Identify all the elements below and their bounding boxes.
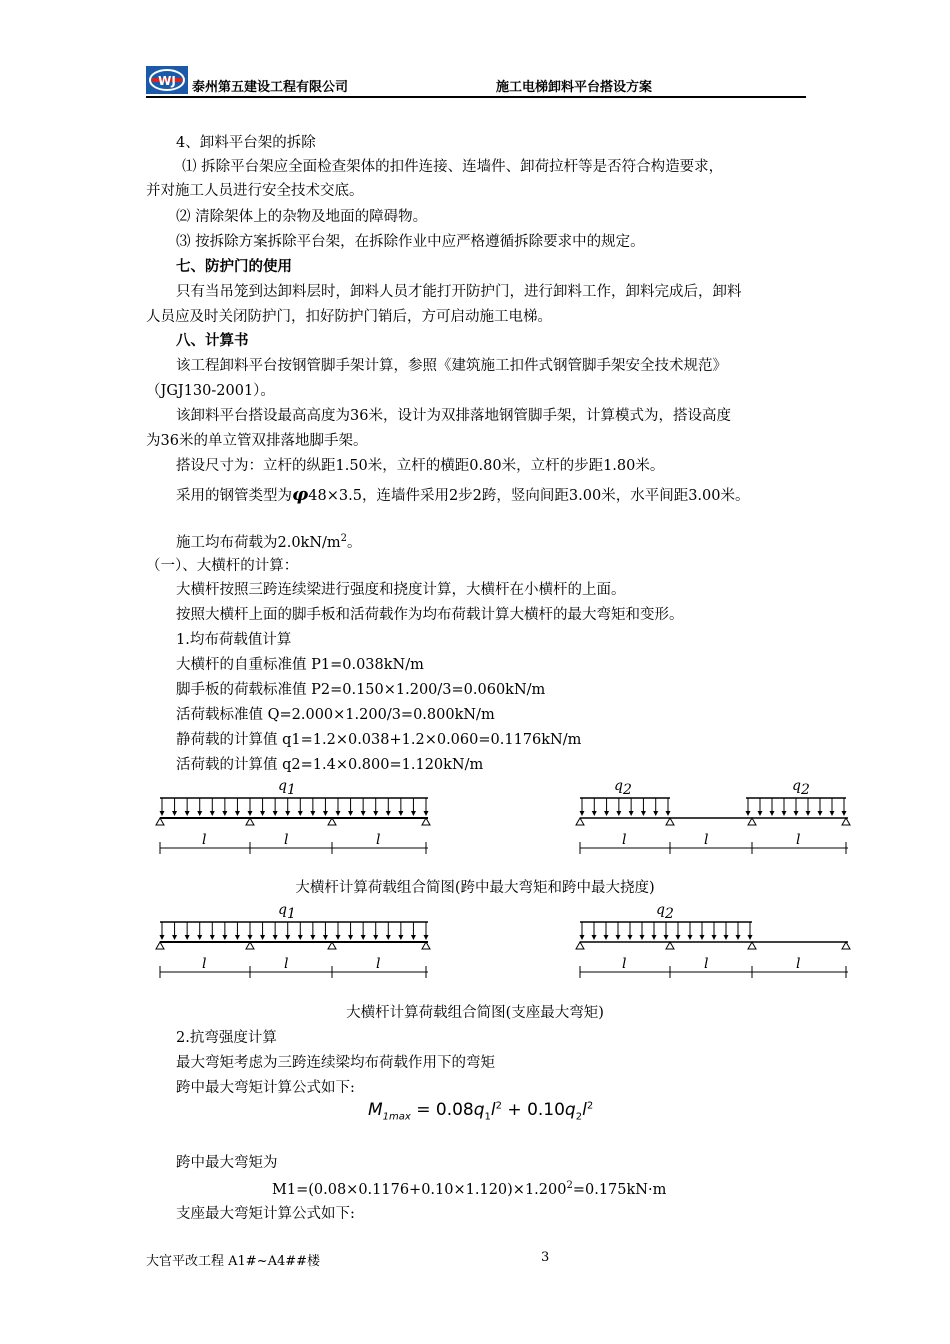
- text-line: 按照大横杆上面的脚手板和活荷载作为均布荷载计算大横杆的最大弯矩和变形。: [176, 607, 684, 623]
- load-arrow-head: [248, 811, 253, 816]
- load-arrow-head: [628, 935, 633, 940]
- support-triangle: [576, 818, 584, 825]
- load-arrow-head: [386, 811, 391, 816]
- load-arrow-head: [592, 935, 597, 940]
- load-arrow-head: [197, 811, 202, 816]
- load-arrow-head: [348, 811, 353, 816]
- beam-diagram-alternate-load-1: [570, 772, 860, 868]
- text-line: 大横杆的自重标准值 P1=0.038kN/m: [176, 657, 424, 673]
- load-arrow-head: [398, 935, 403, 940]
- load-arrow-head: [248, 935, 253, 940]
- figure-caption: 大横杆计算荷载组合简图(支座最大弯矩): [346, 1005, 604, 1021]
- section-heading: 七、防护门的使用: [176, 259, 292, 275]
- section-heading: 八、计算书: [176, 333, 249, 349]
- load-arrow-head: [641, 811, 646, 816]
- load-arrow-head: [411, 935, 416, 940]
- text-line: 活荷载的计算值 q2=1.4×0.800=1.120kN/m: [176, 757, 484, 773]
- svg-text:2: 2: [801, 782, 810, 798]
- svg-text:q: q: [656, 902, 665, 918]
- load-arrow-head: [285, 811, 290, 816]
- support-triangle: [842, 818, 850, 825]
- load-arrow-head: [398, 811, 403, 816]
- load-arrow-head: [592, 811, 597, 816]
- support-triangle: [328, 818, 336, 825]
- load-arrow-head: [616, 811, 621, 816]
- load-arrow-head: [235, 935, 240, 940]
- text-line: 人员应及时关闭防护门，扣好防护门销后，方可启动施工电梯。: [146, 309, 552, 325]
- load-arrow-head: [652, 935, 657, 940]
- support-triangle: [246, 942, 254, 949]
- logo-text: WJ: [158, 74, 176, 88]
- section-heading: （一）、大横杆的计算：: [146, 558, 299, 574]
- svg-text:2: 2: [665, 906, 674, 922]
- svg-text:1: 1: [287, 906, 296, 922]
- support-triangle: [156, 942, 164, 949]
- text-line: 静荷载的计算值 q1=1.2×0.038+1.2×0.060=0.1176kN/m: [176, 732, 582, 748]
- svg-text:q: q: [614, 778, 623, 794]
- svg-text:q: q: [278, 902, 287, 918]
- load-arrow-head: [172, 811, 177, 816]
- text-line: （JGJ130-2001）。: [146, 383, 275, 399]
- text-line: 大横杆按照三跨连续梁进行强度和挠度计算，大横杆在小横杆的上面。: [176, 582, 626, 598]
- beam-diagram-full-load-1: [150, 772, 440, 868]
- load-arrow-head: [666, 811, 671, 816]
- load-arrow-head: [604, 935, 609, 940]
- load-arrow-head: [285, 935, 290, 940]
- document-title: 施工电梯卸料平台搭设方案: [496, 80, 653, 95]
- svg-text:l: l: [796, 832, 801, 848]
- load-arrow-head: [806, 811, 811, 816]
- load-arrow-head: [604, 811, 609, 816]
- load-arrow-head: [185, 935, 190, 940]
- load-arrow-head: [736, 935, 741, 940]
- text-line: ⑶ 按拆除方案拆除平台架，在拆除作业中应严格遵循拆除要求中的规定。: [176, 234, 645, 250]
- load-arrow-head: [222, 935, 227, 940]
- load-arrow-head: [700, 935, 705, 940]
- svg-text:l: l: [284, 832, 289, 848]
- text-line: 并对施工人员进行安全技术交底。: [146, 183, 364, 199]
- text-line: 支座最大弯矩计算公式如下:: [176, 1206, 355, 1222]
- svg-text:2: 2: [623, 782, 632, 798]
- text-line: $M1=(0.08\times 0.1176+0.10\times 1.120)\times 1.200^2=0.175kN\cdot m$: [272, 1180, 667, 1198]
- load-arrow-head: [336, 811, 341, 816]
- support-triangle: [246, 818, 254, 825]
- text-line: 跨中最大弯矩为: [176, 1155, 278, 1171]
- text-line: 最大弯矩考虑为三跨连续梁均布荷载作用下的弯矩: [176, 1055, 495, 1071]
- load-arrow-head: [373, 811, 378, 816]
- svg-text:l: l: [202, 956, 207, 972]
- load-arrow-head: [411, 811, 416, 816]
- text-line: 2.抗弯强度计算: [176, 1030, 277, 1046]
- svg-text:1: 1: [287, 782, 296, 798]
- text-line: 该卸料平台搭设最高高度为36米，设计为双排落地钢管脚手架，计算模式为，搭设高度: [176, 408, 731, 424]
- text-line: 搭设尺寸为：立杆的纵距1.50米，立杆的横距0.80米，立杆的步距1.80米。: [176, 458, 665, 474]
- text-line: ⑵ 清除架体上的杂物及地面的障碍物。: [176, 209, 428, 225]
- load-arrow-head: [424, 811, 429, 816]
- footer-project: 大官平改工程 A1#~A4##楼: [146, 1254, 321, 1269]
- text-line: 该工程卸料平台按钢管脚手架计算，参照《建筑施工扣件式钢管脚手架安全技术规范》: [176, 358, 727, 374]
- load-arrow-head: [273, 935, 278, 940]
- load-arrow-head: [580, 811, 585, 816]
- svg-text:l: l: [704, 832, 709, 848]
- text-line: ⑴ 拆除平台架应全面检查架体的扣件连接、连墙件、卸荷拉杆等是否符合构造要求，: [182, 159, 724, 175]
- load-arrow-head: [160, 811, 165, 816]
- load-arrow-head: [640, 935, 645, 940]
- load-arrow-head: [424, 935, 429, 940]
- support-triangle: [666, 942, 674, 949]
- svg-text:l: l: [202, 832, 207, 848]
- load-arrow-head: [386, 935, 391, 940]
- svg-text:l: l: [704, 956, 709, 972]
- text-line: 为36米的单立管双排落地脚手架。: [146, 433, 368, 449]
- load-arrow-head: [336, 935, 341, 940]
- phi-symbol: φ: [292, 484, 309, 505]
- load-arrow-head: [746, 811, 751, 816]
- beam-diagram-two-span-load: [570, 896, 860, 992]
- support-triangle: [422, 818, 430, 825]
- load-arrow-head: [794, 811, 799, 816]
- svg-text:l: l: [622, 832, 627, 848]
- text-line: 1.均布荷载值计算: [176, 632, 292, 648]
- text-line: 活荷载标准值 Q=2.000×1.200/3=0.800kN/m: [176, 707, 495, 723]
- load-arrow-head: [712, 935, 717, 940]
- load-arrow-head: [818, 811, 823, 816]
- load-arrow-head: [185, 811, 190, 816]
- support-triangle: [748, 942, 756, 949]
- load-arrow-head: [197, 935, 202, 940]
- load-arrow-head: [210, 811, 215, 816]
- load-arrow-head: [310, 935, 315, 940]
- svg-text:l: l: [376, 832, 381, 848]
- load-arrow-head: [748, 935, 753, 940]
- support-triangle: [842, 942, 850, 949]
- load-arrow-head: [260, 811, 265, 816]
- load-arrow-head: [323, 935, 328, 940]
- load-arrow-head: [310, 811, 315, 816]
- text-line: 脚手板的荷载标准值 P2=0.150×1.200/3=0.060kN/m: [176, 682, 546, 698]
- load-arrow-head: [580, 935, 585, 940]
- svg-text:l: l: [622, 956, 627, 972]
- load-arrow-head: [830, 811, 835, 816]
- load-arrow-head: [210, 935, 215, 940]
- support-triangle: [328, 942, 336, 949]
- load-arrow-head: [724, 935, 729, 940]
- text-line: 4、卸料平台架的拆除: [176, 135, 316, 151]
- midspan-moment-formula: $M_{1max} = 0.08q_1l^2 + 0.10q_2l^2$: [368, 1100, 594, 1123]
- load-arrow-head: [172, 935, 177, 940]
- load-arrow-head: [629, 811, 634, 816]
- load-arrow-head: [298, 935, 303, 940]
- load-arrow-head: [235, 811, 240, 816]
- load-arrow-head: [653, 811, 658, 816]
- load-arrow-head: [361, 935, 366, 940]
- header-rule: [146, 96, 806, 98]
- load-arrow-head: [222, 811, 227, 816]
- company-name: 泰州第五建设工程有限公司: [192, 80, 349, 95]
- load-arrow-head: [664, 935, 669, 940]
- text-line: 采用的钢管类型为φ48×3.5，连墙件采用2步2跨，竖向间距3.00米，水平间距3.00米。: [176, 484, 750, 505]
- support-triangle: [156, 818, 164, 825]
- page-number: 3: [541, 1250, 550, 1265]
- svg-text:q: q: [278, 778, 287, 794]
- text-line: 跨中最大弯矩计算公式如下:: [176, 1080, 355, 1096]
- load-arrow-head: [616, 935, 621, 940]
- load-arrow-head: [298, 811, 303, 816]
- load-arrow-head: [323, 811, 328, 816]
- svg-text:q: q: [792, 778, 801, 794]
- svg-text:l: l: [796, 956, 801, 972]
- load-arrow-head: [361, 811, 366, 816]
- load-arrow-head: [688, 935, 693, 940]
- load-arrow-head: [260, 935, 265, 940]
- support-triangle: [666, 818, 674, 825]
- svg-text:l: l: [376, 956, 381, 972]
- load-arrow-head: [160, 935, 165, 940]
- load-arrow-head: [842, 811, 847, 816]
- support-triangle: [576, 942, 584, 949]
- figure-caption: 大横杆计算荷载组合简图(跨中最大弯矩和跨中最大挠度): [295, 880, 655, 896]
- load-arrow-head: [782, 811, 787, 816]
- text-line: 施工均布荷载为$2.0kN/m^2$。: [176, 533, 362, 551]
- beam-diagram-full-load-2: [150, 896, 440, 992]
- load-arrow-head: [676, 935, 681, 940]
- svg-text:l: l: [284, 956, 289, 972]
- load-arrow-head: [758, 811, 763, 816]
- support-triangle: [748, 818, 756, 825]
- support-triangle: [422, 942, 430, 949]
- company-logo: [146, 66, 188, 94]
- text-line: 只有当吊笼到达卸料层时，卸料人员才能打开防护门，进行卸料工作，卸料完成后，卸料: [176, 284, 742, 300]
- load-arrow-head: [373, 935, 378, 940]
- load-arrow-head: [273, 811, 278, 816]
- load-arrow-head: [348, 935, 353, 940]
- load-arrow-head: [770, 811, 775, 816]
- page-header: [146, 66, 806, 100]
